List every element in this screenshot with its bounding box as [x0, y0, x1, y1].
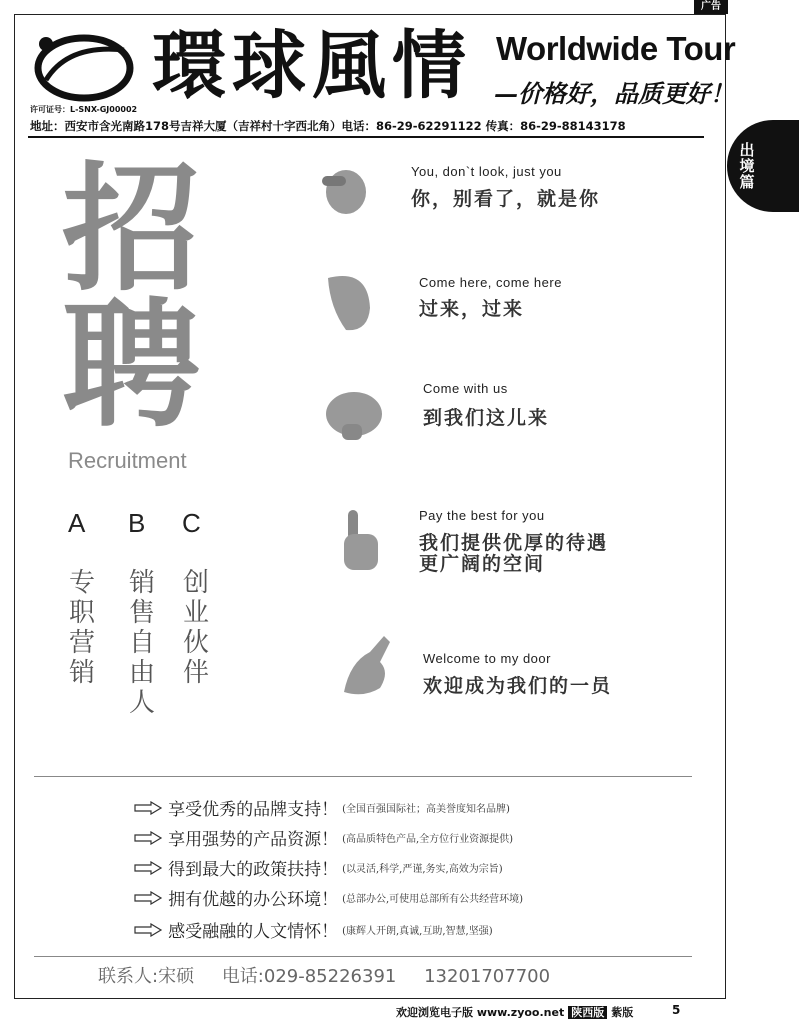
ad-tag: 广告	[694, 0, 728, 14]
benefit-title: 享受优秀的品牌支持！	[168, 800, 339, 820]
benefit-note: (康辉人开朗,真诚,互助,智慧,坚强)	[342, 926, 493, 937]
benefit-item	[133, 917, 493, 941]
fist-hand-icon	[322, 384, 384, 450]
beckoning-hand-icon	[318, 268, 380, 334]
edition-label: 紫版	[611, 1006, 634, 1019]
message-2-chinese: 过来，过来	[419, 298, 525, 320]
arrow-icon	[133, 861, 163, 875]
benefit-title: 拥有优越的办公环境！	[168, 890, 339, 910]
footer	[396, 1004, 633, 1020]
column-text-b: 销售自由人	[128, 568, 155, 718]
message-3-english: Come with us	[423, 381, 508, 396]
message-1-chinese: 你，别看了，就是你	[411, 188, 601, 210]
column-letter-b: B	[128, 508, 146, 538]
arrow-icon	[133, 801, 163, 815]
benefit-title: 享用强势的产品资源！	[168, 830, 339, 850]
brand-chinese-name: 環球風情	[152, 23, 472, 109]
slogan: —价格好，品质更好！	[494, 79, 734, 108]
benefit-item	[133, 855, 503, 879]
address-line: 地址：西安市含光南路178号吉祥大厦（吉祥村十字西北角）电话：86-29-62291122 传真：86-29-88143178	[30, 119, 626, 133]
column-letter-c: C	[182, 508, 201, 538]
benefit-title: 感受融融的人文情怀！	[168, 922, 339, 942]
message-4-english: Pay the best for you	[419, 508, 545, 523]
recruit-char-1: 招	[62, 149, 201, 310]
globe-logo-icon	[28, 24, 136, 104]
benefit-title: 得到最大的政策扶持！	[168, 860, 339, 880]
column-letter-a: A	[68, 508, 86, 538]
message-1-english: You, don`t look, just you	[411, 164, 562, 179]
benefit-note: (总部办公,可使用总部所有公共经营环境)	[342, 894, 524, 905]
section-tab: 出境篇	[727, 120, 799, 212]
message-4-chinese-line-2: 更广阔的空间	[419, 553, 546, 575]
license-number: 许可证号：L-SNX-GJ00002	[30, 105, 138, 114]
page-number: 5	[672, 1003, 681, 1017]
contact-person: 联系人:宋硕	[98, 966, 195, 987]
divider-top	[34, 776, 692, 777]
column-text-a: 专职营销	[68, 568, 95, 688]
recruit-char-2: 聘	[62, 285, 201, 446]
edition-badge: 陕西版	[568, 1006, 607, 1019]
arrow-icon	[133, 831, 163, 845]
benefit-item	[133, 825, 513, 849]
benefit-note: (高品质特色产品,全方位行业资源提供)	[342, 834, 514, 845]
contact-phone: 电话:029-85226391	[221, 966, 397, 987]
recruitment-label: Recruitment	[68, 448, 187, 473]
handshake-icon	[340, 632, 402, 698]
message-5-english: Welcome to my door	[423, 651, 551, 666]
benefit-item	[133, 885, 523, 909]
thumbs-up-icon	[334, 506, 396, 572]
contact-mobile: 13201707700	[424, 966, 551, 987]
message-3-chinese: 到我们这儿来	[423, 407, 550, 429]
footer-text: 欢迎浏览电子版 www.zyoo.net	[396, 1006, 565, 1019]
divider-bottom	[34, 956, 692, 957]
message-2-english: Come here, come here	[419, 275, 562, 290]
benefit-note: (以灵活,科学,严谨,务实,高效为宗旨)	[342, 864, 503, 875]
message-4-chinese: 我们提供优厚的待遇	[419, 532, 609, 554]
column-text-c: 创业伙伴	[182, 568, 209, 688]
brand-english-name: Worldwide Tour	[496, 30, 736, 67]
arrow-icon	[133, 923, 163, 937]
arrow-icon	[133, 891, 163, 905]
benefit-note: (全国百强国际社；高美誉度知名品牌)	[342, 804, 510, 815]
message-5-chinese: 欢迎成为我们的一员	[423, 675, 613, 697]
header-rule	[28, 136, 704, 138]
pointing-hand-icon	[314, 156, 376, 222]
contact-line	[98, 962, 572, 988]
benefit-item	[133, 795, 510, 819]
